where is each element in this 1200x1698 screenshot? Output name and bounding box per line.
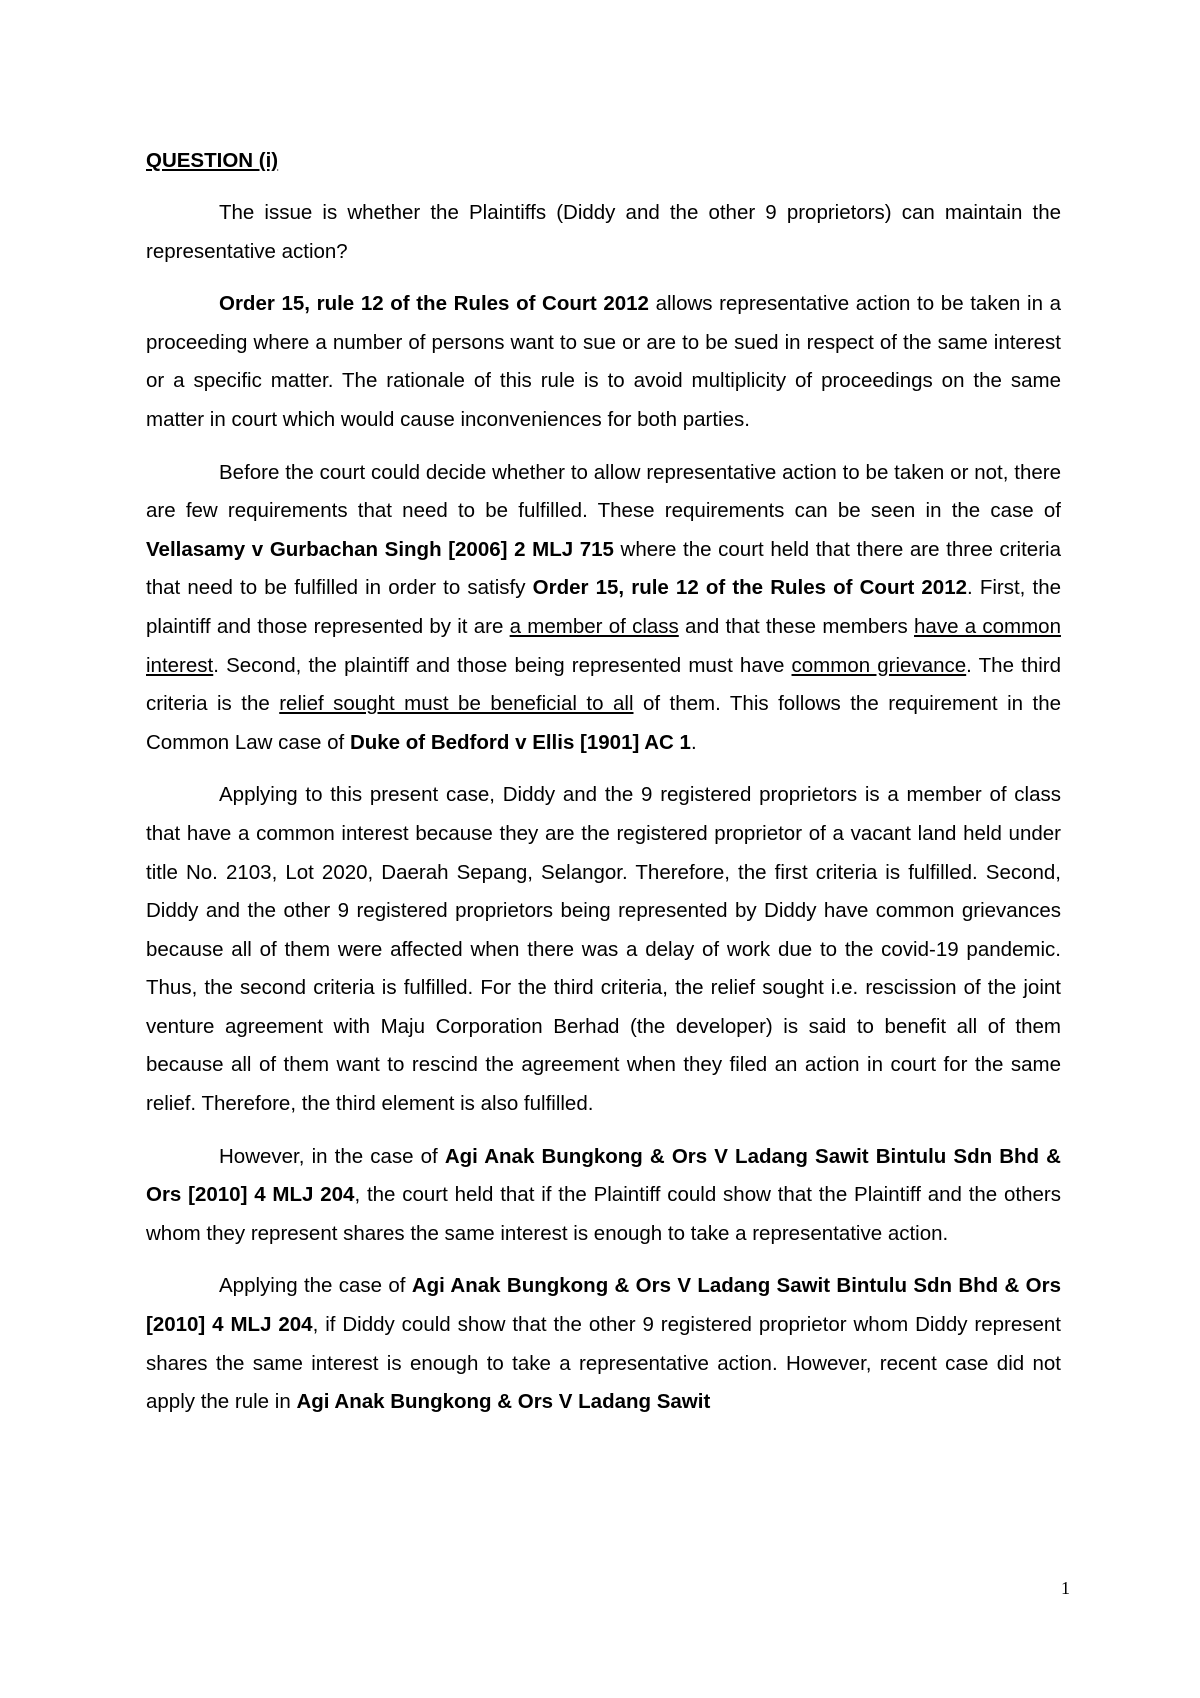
text-run: Before the court could decide whether to allow representative action to be taken or not, there are few requirements that need to be fulfilled. These requirements can be seen in the case of: [146, 460, 1061, 523]
bold-citation: Agi Anak Bungkong & Ors V Ladang Sawit Bintulu Sdn Bhd & Ors [2010] 4 MLJ 204: [146, 1274, 1061, 1337]
text-run: where the court held that there are three criteria that need to be fulfilled in order to satisfy: [146, 537, 1061, 600]
body-paragraph: [146, 454, 1061, 763]
bold-citation: Order 15, rule 12 of the Rules of Court 2012: [219, 292, 649, 316]
question-heading: QUESTION (i): [146, 149, 279, 172]
body-paragraph: [146, 285, 1061, 439]
underlined-text: have a common interest: [146, 614, 1061, 677]
bold-citation: Agi Anak Bungkong & Ors V Ladang Sawit: [296, 1390, 711, 1414]
text-run: However, in the case of: [219, 1144, 445, 1168]
text-run: , the court held that if the Plaintiff could show that the Plaintiff and the others whom they represent shares the same interest is enough to take a representative action.: [146, 1183, 1061, 1245]
body-paragraph: [146, 1267, 1061, 1421]
text-run: . The third criteria is the: [146, 653, 1061, 716]
underlined-text: relief sought must be beneficial to all: [279, 692, 634, 716]
text-run: . Second, the plaintiff and those being represented must have: [213, 653, 792, 677]
bold-citation: Duke of Bedford v Ellis [1901] AC 1: [349, 730, 691, 754]
underlined-text: a member of class: [509, 614, 679, 638]
bold-citation: Vellasamy v Gurbachan Singh [2006] 2 MLJ 715: [146, 537, 614, 561]
body-paragraph: [146, 1138, 1061, 1254]
bold-citation: Order 15, rule 12 of the Rules of Court 2012: [532, 576, 968, 600]
text-run: of them. This follows the requirement in the Common Law case of: [146, 692, 1061, 754]
bold-citation: Agi Anak Bungkong & Ors V Ladang Sawit Bintulu Sdn Bhd & Ors [2010] 4 MLJ 204: [146, 1144, 1061, 1207]
text-run: , if Diddy could show that the other 9 registered proprietor whom Diddy represent shares the same interest is enough to take a representative action. However, recent case did not apply the rule in: [146, 1313, 1061, 1414]
text-run: and that these members: [678, 614, 915, 638]
body-paragraph: [146, 194, 1061, 271]
text-run: The issue is whether the Plaintiffs (Diddy and the other 9 proprietors) can maintain the representative action?: [146, 201, 1061, 263]
text-run: allows representative action to be taken in a proceeding where a number of persons want to sue or are to be sued in respect of the same interest or a specific matter. The rationale of this rule is to avoid multiplicity of proceedings on the same matter in court which would cause inconveniences for both parties.: [146, 292, 1061, 431]
paragraphs: [146, 194, 1061, 1422]
text-run: .: [690, 730, 697, 754]
document-body: [146, 142, 1061, 1436]
text-run: Applying the case of: [219, 1274, 412, 1298]
page-number: 1: [1061, 1578, 1070, 1598]
text-run: . First, the plaintiff and those represented by it are: [146, 576, 1062, 638]
body-paragraph: [146, 776, 1061, 1123]
text-run: Applying to this present case, Diddy and the 9 registered proprietors is a member of class that have a common interest because they are the registered proprietor of a vacant land held under title No. 2103, Lot 2020, Daerah Sepang, Selangor. Therefore, the first criteria is fulfilled. Second, Diddy and the other 9 registered proprietors being represented by Diddy have common grievances because all of them were affected when there was a delay of work due to the covid-19 pandemic. Thus, the second criteria is fulfilled. For the third criteria, the relief sought i.e. rescission of the joint venture agreement with Maju Corporation Berhad (the developer) is said to benefit all of them because all of them want to rescind the agreement when they filed an action in court for the same relief. Therefore, the third element is also fulfilled.: [146, 783, 1061, 1116]
underlined-text: common grievance: [791, 653, 967, 677]
